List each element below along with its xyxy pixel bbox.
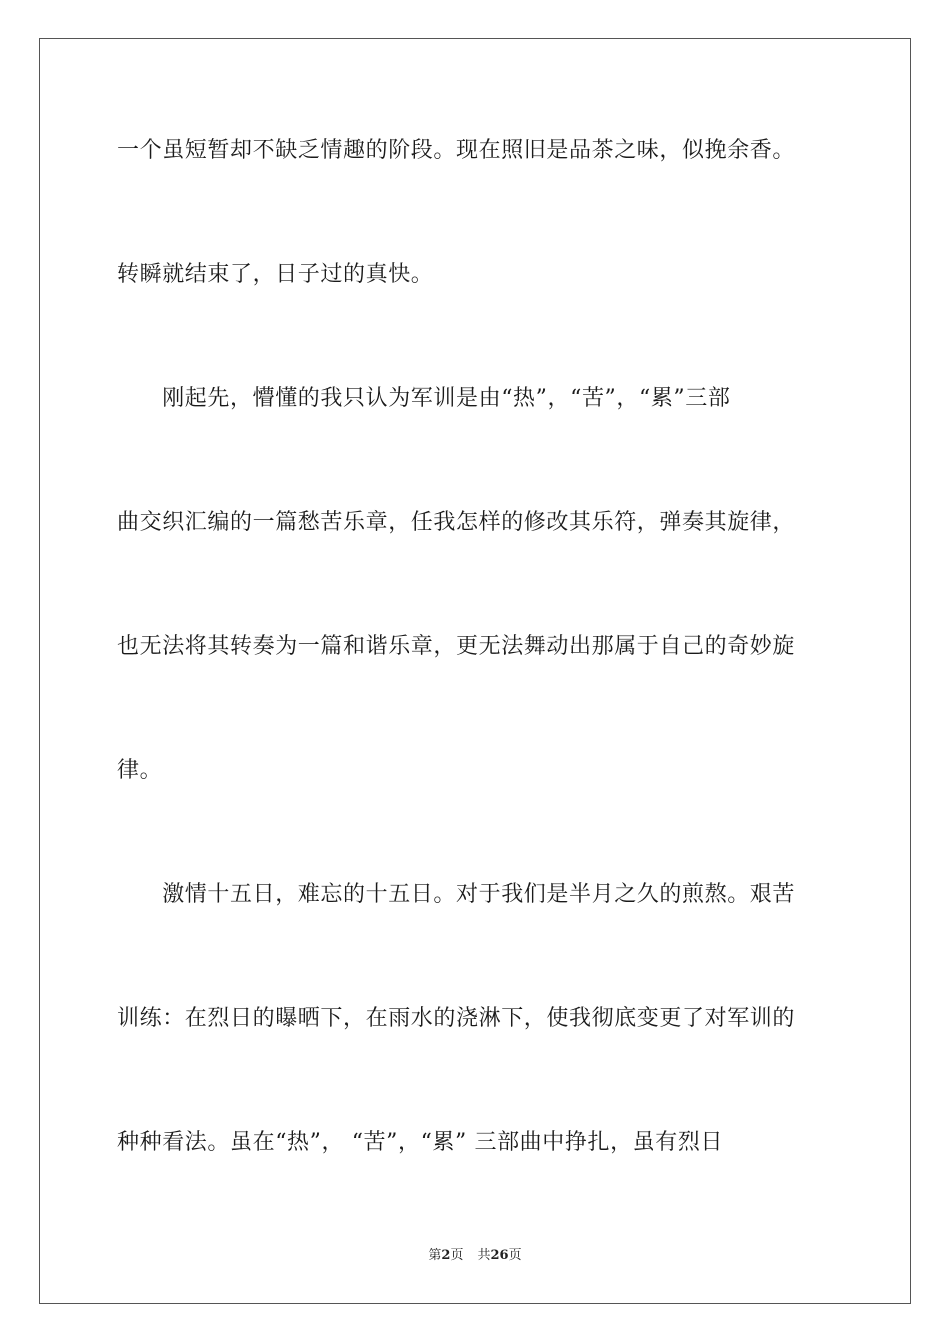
page-number-current: 2 [441, 1248, 451, 1263]
text-line-1: 一个虽短暂却不缺乏情趣的阶段。现在照旧是品茶之味，似挽余香。 [117, 138, 796, 163]
text-line-2: 转瞬就结束了，日子过的真快。 [117, 262, 434, 287]
total-pages-count: 26 [490, 1248, 509, 1263]
text-line-4: 曲交织汇编的一篇愁苦乐章，任我怎样的修改其乐符，弹奏其旋律， [117, 510, 796, 535]
page-border [39, 38, 911, 1304]
page-footer [0, 1247, 950, 1265]
text-line-9: 种种看法。虽在“热”， “苦”，“累” 三部曲中挣扎，虽有烈日 [117, 1130, 724, 1155]
text-line-3: 刚起先，懵懂的我只认为军训是由“热”，“苦”，“累”三部 [117, 386, 731, 411]
page-number-suffix: 页 [450, 1248, 464, 1263]
text-line-5: 也无法将其转奏为一篇和谐乐章，更无法舞动出那属于自己的奇妙旋 [117, 634, 796, 659]
total-pages-suffix: 页 [508, 1248, 522, 1263]
page-number-prefix: 第 [428, 1248, 442, 1263]
total-pages-prefix: 共 [477, 1248, 491, 1263]
text-line-8: 训练：在烈日的曝晒下，在雨水的浇淋下，使我彻底变更了对军训的 [117, 1006, 796, 1031]
text-line-7: 激情十五日，难忘的十五日。对于我们是半月之久的煎熬。艰苦 [117, 882, 796, 907]
text-line-6: 律。 [117, 758, 163, 783]
